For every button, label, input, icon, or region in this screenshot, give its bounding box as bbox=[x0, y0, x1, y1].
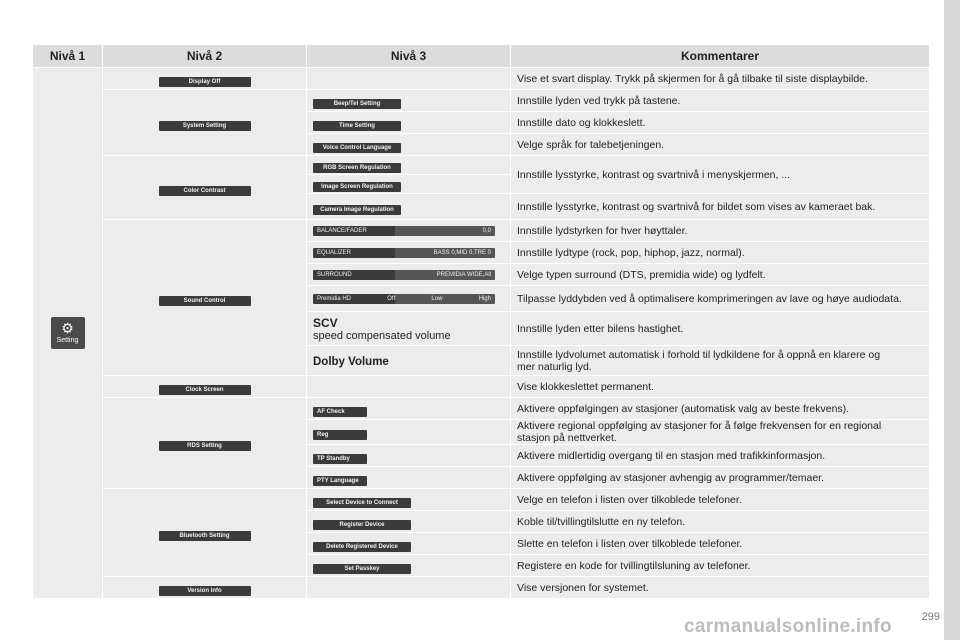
surround-label: SURROUND bbox=[317, 271, 352, 278]
reg-button: Reg bbox=[313, 430, 367, 440]
level3-cell bbox=[307, 577, 511, 599]
level3-cell bbox=[307, 194, 511, 220]
af-check-button: AF Check bbox=[313, 407, 367, 417]
level2-cell bbox=[103, 489, 307, 577]
balance-fader-label: BALANCE/FADER bbox=[317, 227, 367, 234]
register-device-button: Register Device bbox=[313, 520, 411, 530]
gear-icon: ⚙ bbox=[61, 320, 74, 336]
balance-fader-button bbox=[313, 226, 495, 236]
level3-cell bbox=[307, 467, 511, 489]
level3-cell bbox=[307, 511, 511, 533]
header-level1: Nivå 1 bbox=[33, 45, 103, 68]
comment-cell: Tilpasse lyddybden ved å optimalisere komprimeringen av lave og høye audiodata. bbox=[511, 286, 930, 312]
setting-label: Setting bbox=[56, 337, 79, 344]
level3-cell bbox=[307, 533, 511, 555]
reg-comment-line1: Aktivere regional oppfølging av stasjoner for å følge frekvensen for en regional bbox=[517, 420, 882, 432]
table-row bbox=[33, 220, 930, 242]
level1-cell bbox=[33, 68, 103, 599]
level3-cell bbox=[307, 445, 511, 467]
scv-subtitle: speed compensated volume bbox=[313, 329, 451, 342]
level3-cell bbox=[307, 286, 511, 312]
system-setting-button: System Setting bbox=[159, 121, 251, 131]
watermark: carmanualsonline.info bbox=[684, 616, 892, 637]
image-screen-regulation-button: Image Screen Regulation bbox=[313, 182, 401, 192]
table-header-row bbox=[33, 45, 930, 68]
comment-cell: Slette en telefon i listen over tilkoblede telefoner. bbox=[511, 533, 930, 555]
level2-cell bbox=[103, 68, 307, 90]
level3-cell bbox=[307, 264, 511, 286]
bluetooth-setting-button: Bluetooth Setting bbox=[159, 531, 251, 541]
comment-cell: Innstille lysstyrke, kontrast og svartnivå for bildet som vises av kameraet bak. bbox=[511, 194, 930, 220]
table-row bbox=[33, 90, 930, 112]
setting-button bbox=[51, 317, 85, 349]
comment-cell: Aktivere midlertidig overgang til en stasjon med trafikkinformasjon. bbox=[511, 445, 930, 467]
comment-cell: Aktivere oppfølging av stasjoner avhengig av programmer/temaer. bbox=[511, 467, 930, 489]
level3-cell bbox=[307, 175, 511, 194]
level3-cell bbox=[307, 420, 511, 445]
level3-cell bbox=[307, 555, 511, 577]
comment-cell: Innstille dato og klokkeslett. bbox=[511, 112, 930, 134]
comment-cell: Innstille lysstyrke, kontrast og svartnivå i menyskjermen, ... bbox=[511, 156, 930, 194]
level3-cell bbox=[307, 112, 511, 134]
header-level3: Nivå 3 bbox=[307, 45, 511, 68]
equalizer-label: EQUALIZER bbox=[317, 249, 352, 256]
level3-cell bbox=[307, 312, 511, 346]
level2-cell bbox=[103, 220, 307, 376]
comment-cell bbox=[511, 346, 930, 376]
comment-cell: Innstille lydstyrken for hver høyttaler. bbox=[511, 220, 930, 242]
delete-registered-device-button: Delete Registered Device bbox=[313, 542, 411, 552]
level2-cell bbox=[103, 156, 307, 220]
premidia-hd-button bbox=[313, 294, 495, 304]
sound-control-button: Sound Control bbox=[159, 296, 251, 306]
side-tab-bar bbox=[944, 0, 960, 640]
surround-value: PREMIDIA WIDE,All bbox=[436, 271, 491, 278]
clock-screen-button: Clock Screen bbox=[159, 385, 251, 395]
level3-cell bbox=[307, 376, 511, 398]
dolby-comment-line1: Innstille lydvolumet automatisk i forhold til lydkildene for å oppnå en klarere og bbox=[517, 348, 881, 361]
table-row bbox=[33, 68, 930, 90]
level3-cell bbox=[307, 398, 511, 420]
camera-image-regulation-button: Camera Image Regulation bbox=[313, 205, 401, 215]
comment-cell: Vise klokkeslettet permanent. bbox=[511, 376, 930, 398]
table-row bbox=[33, 489, 930, 511]
pty-language-button: PTY Language bbox=[313, 476, 367, 486]
version-info-button: Version Info bbox=[159, 586, 251, 596]
comment-cell: Innstille lyden ved trykk på tastene. bbox=[511, 90, 930, 112]
beep-tel-setting-button: Beep/Tel Setting bbox=[313, 99, 401, 109]
table-row bbox=[33, 376, 930, 398]
page-number: 299 bbox=[921, 611, 940, 623]
comment-cell: Innstille lyden etter bilens hastighet. bbox=[511, 312, 930, 346]
equalizer-value: BASS 0,MID 0,TRE 0 bbox=[433, 249, 491, 256]
comment-cell: Velge en telefon i listen over tilkoblede telefoner. bbox=[511, 489, 930, 511]
table-row bbox=[33, 577, 930, 599]
comment-cell bbox=[511, 420, 930, 445]
scv-title: SCV bbox=[313, 315, 338, 330]
premidia-hd-option-off: Off bbox=[387, 295, 396, 302]
level2-cell bbox=[103, 398, 307, 489]
level3-cell bbox=[307, 489, 511, 511]
dolby-volume-title: Dolby Volume bbox=[313, 355, 389, 368]
surround-button bbox=[313, 270, 495, 280]
header-comments: Kommentarer bbox=[511, 45, 930, 68]
premidia-hd-label: Premidia HD bbox=[317, 295, 352, 302]
comment-cell: Aktivere oppfølgingen av stasjoner (automatisk valg av beste frekvens). bbox=[511, 398, 930, 420]
table-row bbox=[33, 398, 930, 420]
comment-cell: Velge språk for talebetjeningen. bbox=[511, 134, 930, 156]
rds-setting-button: RDS Setting bbox=[159, 441, 251, 451]
premidia-hd-option-high: High bbox=[478, 295, 491, 302]
select-device-button: Select Device to Connect bbox=[313, 498, 411, 508]
voice-control-language-button: Voice Control Language bbox=[313, 143, 401, 153]
comment-cell: Koble til/tvillingtilslutte en ny telefon. bbox=[511, 511, 930, 533]
settings-table bbox=[32, 44, 930, 599]
level3-cell bbox=[307, 242, 511, 264]
balance-fader-value: 0,0 bbox=[482, 227, 491, 234]
premidia-hd-option-low: Low bbox=[431, 295, 443, 302]
tp-standby-button: TP Standby bbox=[313, 454, 367, 464]
time-setting-button: Time Setting bbox=[313, 121, 401, 131]
level3-cell bbox=[307, 220, 511, 242]
level3-cell bbox=[307, 346, 511, 376]
table-row bbox=[33, 156, 930, 175]
level2-cell bbox=[103, 577, 307, 599]
comment-cell: Velge typen surround (DTS, premidia wide) og lydfelt. bbox=[511, 264, 930, 286]
comment-cell: Vise versjonen for systemet. bbox=[511, 577, 930, 599]
level3-cell bbox=[307, 156, 511, 175]
display-off-button: Display Off bbox=[159, 77, 251, 87]
dolby-comment-line2: mer naturlig lyd. bbox=[517, 360, 592, 373]
reg-comment-line2: stasjon på nettverket. bbox=[517, 432, 617, 444]
comment-cell: Innstille lydtype (rock, pop, hiphop, jazz, normal). bbox=[511, 242, 930, 264]
comment-cell: Registere en kode for tvillingtilsluning av telefoner. bbox=[511, 555, 930, 577]
rgb-screen-regulation-button: RGB Screen Regulation bbox=[313, 163, 401, 173]
comment-cell: Vise et svart display. Trykk på skjermen for å gå tilbake til siste displaybilde. bbox=[511, 68, 930, 90]
level3-cell bbox=[307, 68, 511, 90]
header-level2: Nivå 2 bbox=[103, 45, 307, 68]
equalizer-button bbox=[313, 248, 495, 258]
color-contrast-button: Color Contrast bbox=[159, 186, 251, 196]
level2-cell bbox=[103, 376, 307, 398]
set-passkey-button: Set Passkey bbox=[313, 564, 411, 574]
level3-cell bbox=[307, 90, 511, 112]
level2-cell bbox=[103, 90, 307, 156]
level3-cell bbox=[307, 134, 511, 156]
